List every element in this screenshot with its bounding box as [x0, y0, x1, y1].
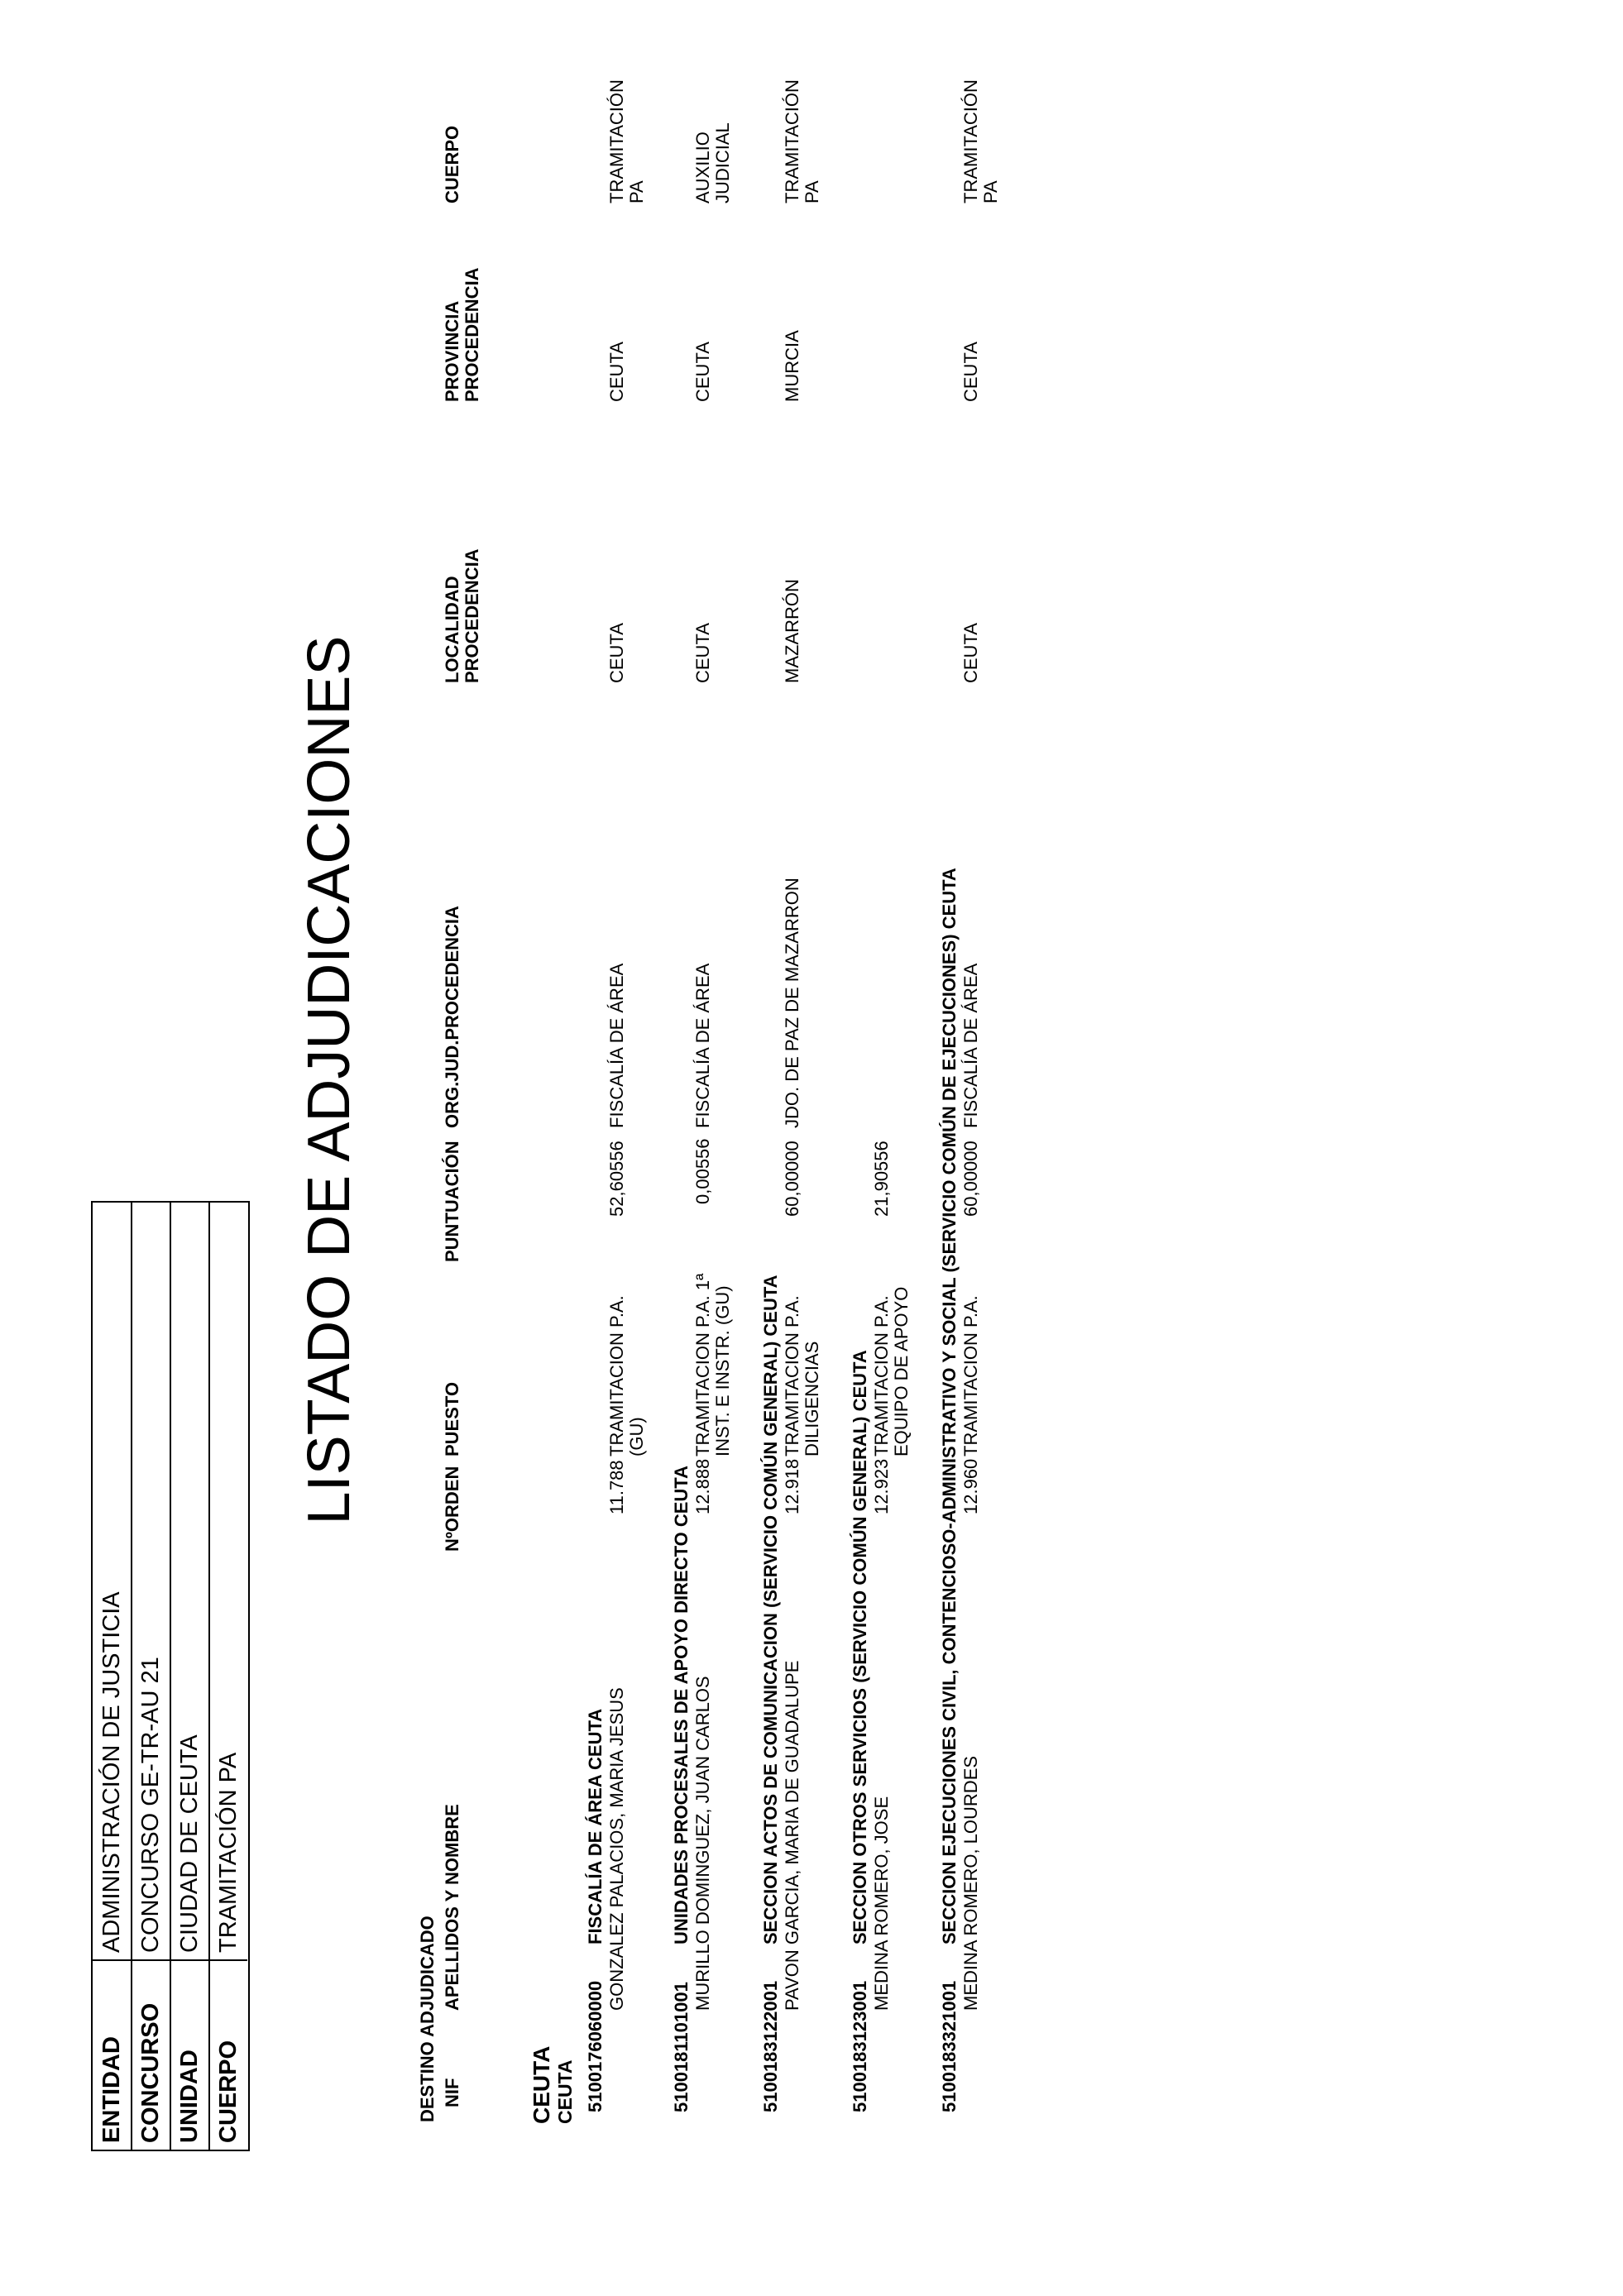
col-apellidos-header: APELLIDOS Y NOMBRE — [442, 1804, 462, 2011]
row-nombre: MURILLO DOMINGUEZ, JUAN CARLOS — [692, 1676, 713, 2011]
header-value: TRAMITACIÓN PA — [215, 1752, 242, 1953]
row-cuerpo — [693, 122, 733, 203]
row-cuerpo — [961, 79, 1001, 203]
row-orden: 12.960 — [960, 1458, 981, 1514]
row-puesto-line2: INST. E INSTR. (GU) — [712, 1285, 733, 1457]
row-localidad: CEUTA — [960, 623, 981, 683]
row-cuerpo-line1: TRAMITACIÓN — [782, 79, 802, 203]
row-provincia: CEUTA — [960, 342, 981, 402]
header-value: CIUDAD DE CEUTA — [176, 1734, 203, 1953]
row-localidad: CEUTA — [692, 623, 713, 683]
row-organo: FISCALÍA DE ÁREA — [606, 963, 627, 1128]
header-key: UNIDAD — [170, 1959, 208, 2150]
province-label: CEUTA — [529, 2045, 554, 2124]
row-cuerpo-line2: PA — [802, 180, 822, 203]
row-orden: 11.788 — [606, 1460, 627, 1514]
header-row-unidad — [170, 1203, 210, 2150]
row-puntuacion: 0,00556 — [692, 1138, 713, 1204]
header-row-entidad — [93, 1203, 132, 2150]
group-name: SECCION EJECUCIONES CIVIL, CONTENCIOSO-ADMINISTRATIVO Y SOCIAL (SERVICIO COMÚN DE EJECUCIONES) CEUTA — [939, 868, 960, 1944]
group-code: 5100183321001 — [939, 1980, 960, 2112]
header-value: ADMINISTRACIÓN DE JUSTICIA — [98, 1591, 125, 1953]
row-cuerpo-line2: PA — [626, 180, 647, 203]
row-puntuacion: 60,00000 — [960, 1141, 981, 1217]
row-cuerpo-line1: TRAMITACIÓN — [606, 79, 627, 203]
row-orden: 12.888 — [692, 1458, 713, 1514]
row-nombre: GONZALEZ PALACIOS, MARIA JESUS — [606, 1687, 627, 2011]
row-provincia: MURCIA — [782, 330, 802, 402]
row-orden: 12.923 — [871, 1458, 892, 1514]
group-code: 5100181101001 — [671, 1982, 692, 2112]
header-key: ENTIDAD — [93, 1959, 131, 2150]
group-name: SECCION OTROS SERVICIOS (SERVICIO COMÚN GENERAL) CEUTA — [850, 1350, 870, 1944]
row-nombre: MEDINA ROMERO, LOURDES — [960, 1755, 981, 2011]
row-provincia: CEUTA — [692, 342, 713, 402]
row-puntuacion: 52,60556 — [606, 1141, 627, 1217]
header-key: CONCURSO — [132, 1959, 170, 2150]
col-localidad-header — [443, 548, 482, 683]
row-cuerpo — [607, 79, 647, 203]
row-localidad: MAZARRÓN — [782, 579, 802, 683]
row-puesto — [872, 1287, 912, 1457]
row-cuerpo-line2: JUDICIAL — [712, 122, 733, 203]
row-localidad: CEUTA — [606, 623, 627, 683]
group-code: 5100183122001 — [760, 1980, 781, 2112]
row-organo: FISCALÍA DE ÁREA — [692, 963, 713, 1128]
header-row-cuerpo — [209, 1203, 247, 2150]
col-localidad-header-line2: PROCEDENCIA — [462, 548, 482, 683]
row-puesto — [961, 1295, 981, 1457]
row-cuerpo — [783, 79, 822, 203]
col-puntuacion-header: PUNTUACIÓN — [442, 1141, 462, 1262]
group-name: FISCALÍA DE ÁREA CEUTA — [585, 1708, 606, 1944]
header-row-concurso — [132, 1203, 171, 2150]
city-label: CEUTA — [554, 2059, 576, 2124]
row-puesto-line2: (GU) — [626, 1417, 647, 1457]
page-title: LISTADO DE ADJUDICACIONES — [296, 635, 362, 1525]
group-name: UNIDADES PROCESALES DE APOYO DIRECTO CEUTA — [671, 1466, 692, 1944]
header-key: CUERPO — [209, 1959, 247, 2150]
row-puesto-line1: TRAMITACION P.A. 1ª — [692, 1273, 713, 1457]
col-cuerpo-header: CUERPO — [442, 125, 462, 203]
row-puesto-line1: TRAMITACION P.A. — [606, 1295, 627, 1457]
row-puesto — [607, 1295, 647, 1457]
col-provincia-header-line1: PROVINCIA — [442, 300, 462, 402]
row-puesto-line1: TRAMITACION P.A. — [960, 1295, 981, 1457]
col-organo-header: ORG.JUD.PROCEDENCIA — [442, 906, 462, 1128]
col-provincia-header — [443, 267, 482, 402]
row-puesto-line1: TRAMITACION P.A. — [782, 1295, 802, 1457]
row-cuerpo-line1: AUXILIO — [692, 132, 713, 203]
group-code: 5100176060000 — [585, 1980, 606, 2112]
group-name: SECCION ACTOS DE COMUNICACION (SERVICIO COMÚN GENERAL) CEUTA — [760, 1275, 781, 1944]
col-orden-header: NºORDEN — [442, 1466, 462, 1552]
row-puntuacion: 60,00000 — [782, 1141, 802, 1217]
row-cuerpo-line1: TRAMITACIÓN — [960, 79, 981, 203]
col-destino-header: DESTINO ADJUDICADO — [417, 1916, 438, 2122]
row-puesto — [693, 1274, 733, 1457]
row-puesto — [783, 1295, 822, 1457]
row-puesto-line2: EQUIPO DE APOYO — [891, 1286, 912, 1457]
row-puntuacion: 21,90556 — [871, 1141, 892, 1217]
row-nombre: MEDINA ROMERO, JOSE — [871, 1796, 892, 2011]
row-organo: JDO. DE PAZ DE MAZARRON — [782, 878, 802, 1128]
header-value: CONCURSO GE-TR-AU 21 — [137, 1657, 164, 1953]
row-puesto-line1: TRAMITACION P.A. — [871, 1295, 892, 1457]
row-provincia: CEUTA — [606, 342, 627, 402]
row-nombre: PAVON GARCIA, MARIA DE GUADALUPE — [782, 1660, 802, 2011]
row-organo: FISCALÍA DE ÁREA — [960, 963, 981, 1128]
header-table — [91, 1201, 250, 2151]
group-code: 5100183123001 — [850, 1980, 870, 2112]
col-localidad-header-line1: LOCALIDAD — [442, 576, 462, 683]
col-provincia-header-line2: PROCEDENCIA — [462, 267, 482, 402]
row-orden: 12.918 — [782, 1458, 802, 1514]
col-nif-header: NIF — [442, 2078, 462, 2107]
col-puesto-header: PUESTO — [442, 1381, 462, 1457]
row-puesto-line2: DILIGENCIAS — [802, 1341, 822, 1457]
row-cuerpo-line2: PA — [980, 180, 1001, 203]
